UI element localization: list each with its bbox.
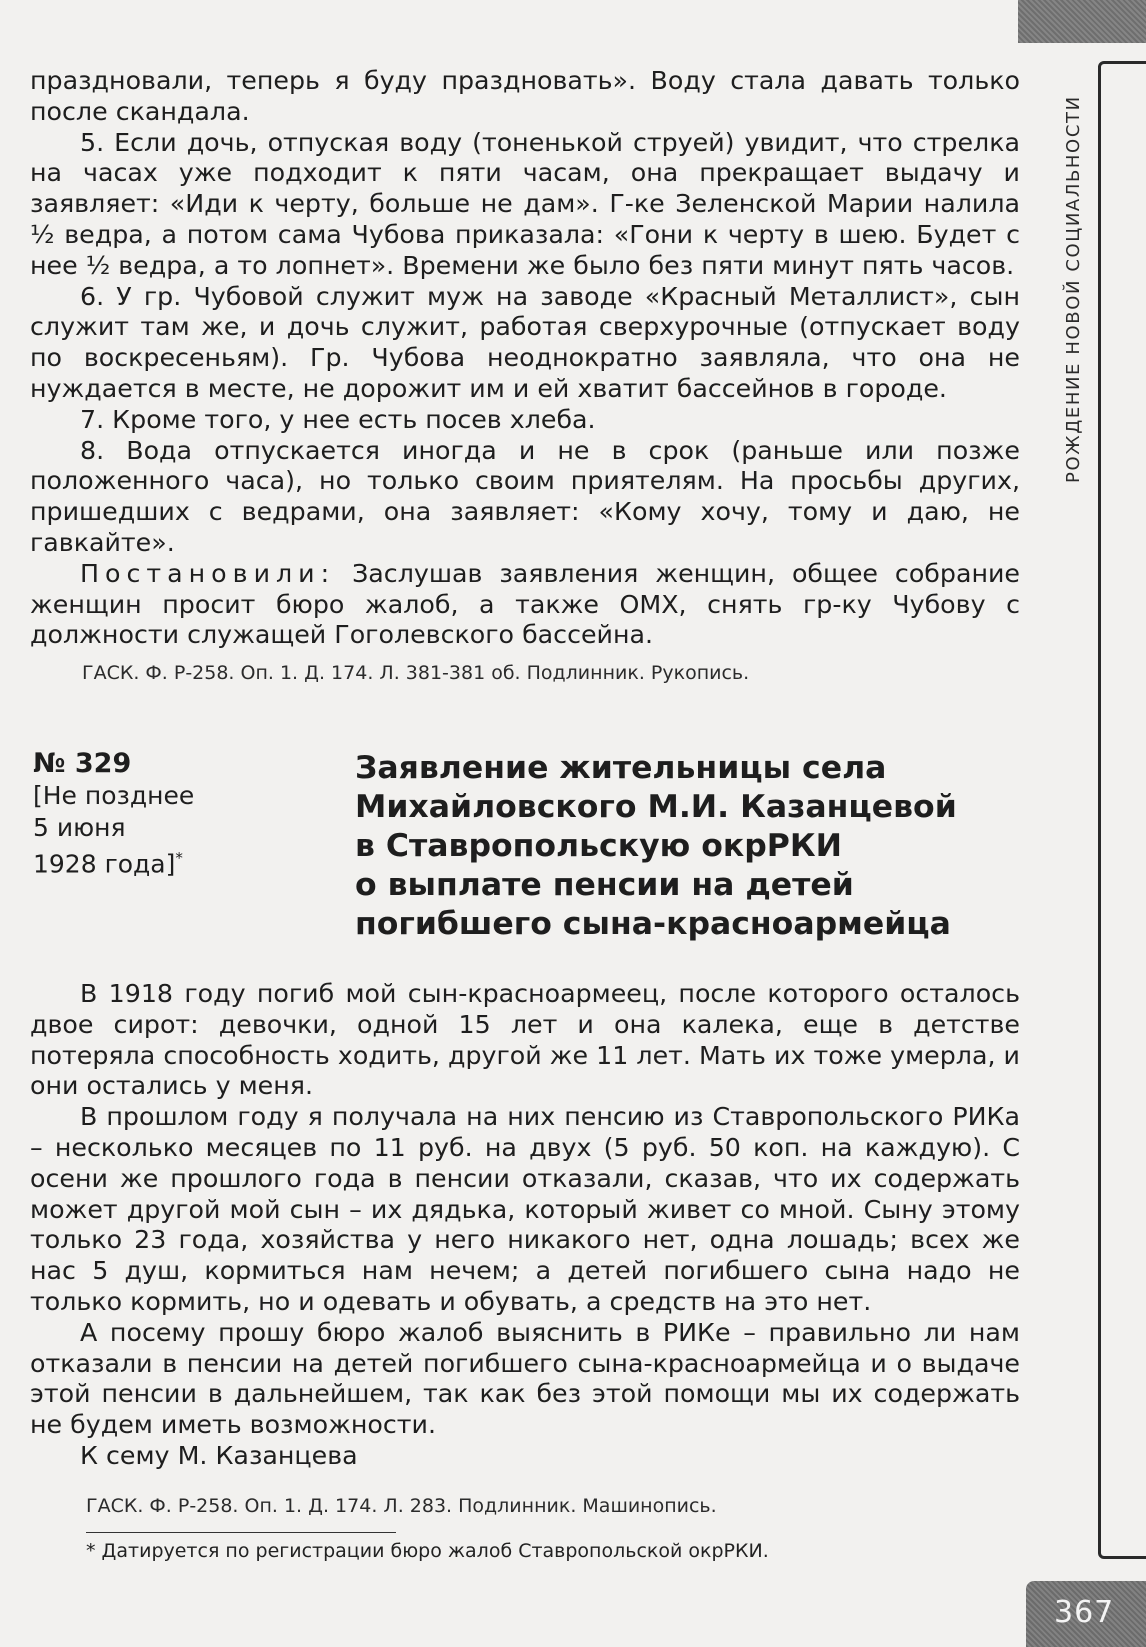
title-line: о выплате пенсии на детей [355,867,854,903]
paragraph: 6. У гр. Чубовой служит муж на заводе «Красный Металлист», сын служит там же, и дочь служит, работая сверхурочные (отпускает воду по воскресеньям). Гр. Чубова неоднократно заявляла, что она не нуждается в месте, не дорожит им и ей хватит бассейнов в городе. [30,281,1020,403]
title-line: Михайловского М.И. Казанцевой [355,789,957,825]
letter-body [30,979,1020,1472]
paragraph: 7. Кроме того, у нее есть посев хлеба. [80,404,596,434]
resolution-paragraph [30,559,1020,651]
footnote: * Датируется по регистрации бюро жалоб Ставропольской окрРКИ. [86,1540,769,1562]
resolution-text: Заслушав заявления женщин, общее собрание женщин просит бюро жалоб, а также ОМХ, снять гр-ку Чубову с должности служащей Гоголевского бассейна. [30,558,1020,650]
paragraph: праздновали, теперь я буду праздновать». Воду стала давать только после скандала. [30,66,1020,126]
date-line: 5 июня [33,812,126,842]
title-line: Заявление жительницы села [355,750,887,786]
document-title [355,749,1015,944]
signature: К сему М. Казанцева [80,1440,358,1470]
paragraph: А посему прошу бюро жалоб выяснить в РИКе – правильно ли нам отказали в пенсии на детей погибшего сына-красноармейца и о выдаче этой пенсии в дальнейшем, так как без этой помощи мы их содержать не будем иметь возможности. [30,1317,1020,1440]
page-number: 367 [1054,1595,1115,1630]
date-line-last: 1928 года]* [33,849,183,879]
header-tab-decoration [1018,0,1146,43]
top-section [30,66,1020,651]
document-number: № 329 [33,748,132,779]
paragraph: В 1918 году погиб мой сын-красноармеец, после которого осталось двое сирот: девочки, одной 15 лет и она калека, еще в детстве потеряла способность ходить, другой же 11 лет. Мать их тоже умерла, и они остались у меня. [30,979,1020,1101]
page-number-tab [1026,1581,1146,1647]
document-date [33,780,194,880]
archival-source: ГАСК. Ф. Р-258. Оп. 1. Д. 174. Л. 283. Подлинник. Машинопись. [86,1495,717,1517]
paragraph: 5. Если дочь, отпуская воду (тоненькой струей) увидит, что стрелка на часах уже подходит к пяти часам, она прекращает выдачу и заявляет: «Иди к черту, больше не дам». Г-ке Зеленской Марии налила ½ ведра, а потом сама Чубова приказала: «Гони к черту в шею. Будет с нее ½ ведра, а то лопнет». Времени же было без пяти минут пять часов. [30,127,1020,280]
title-line: в Ставропольскую окрРКИ [355,828,842,864]
paragraph: В прошлом году я получала на них пенсию из Ставропольского РИКа – несколько месяцев по 11 руб. на двух (5 руб. 50 коп. на каждую). С осени же прошлого года в пенсии отказали, сказав, что их содержать может другой мой сын – их дядька, который живет со мной. Сыну этому только 23 года, хозяйства у него никакого нет, одна лошадь; всех же нас 5 душ, кормиться нам нечем; а детей погибшего сына надо не только кормить, но и одевать и обувать, а средств на это нет. [30,1102,1020,1316]
date-line: [Не позднее [33,781,195,810]
resolution-label: Постановили: [80,558,336,588]
footnote-mark: * [175,849,183,867]
title-line: погибшего сына-красноармейца [355,906,951,942]
running-head: РОЖДЕНИЕ НОВОЙ СОЦИАЛЬНОСТИ [1063,95,1084,483]
archival-source: ГАСК. Ф. Р-258. Оп. 1. Д. 174. Л. 381-381 об. Подлинник. Рукопись. [82,662,750,684]
margin-frame [1098,61,1146,1559]
paragraph: 8. Вода отпускается иногда и не в срок (раньше или позже положенного часа), но только своим приятелям. На просьбы других, пришедших с ведрами, она заявляет: «Кому хочу, тому и даю, не гавкайте». [30,435,1020,557]
footnote-divider [86,1532,396,1533]
